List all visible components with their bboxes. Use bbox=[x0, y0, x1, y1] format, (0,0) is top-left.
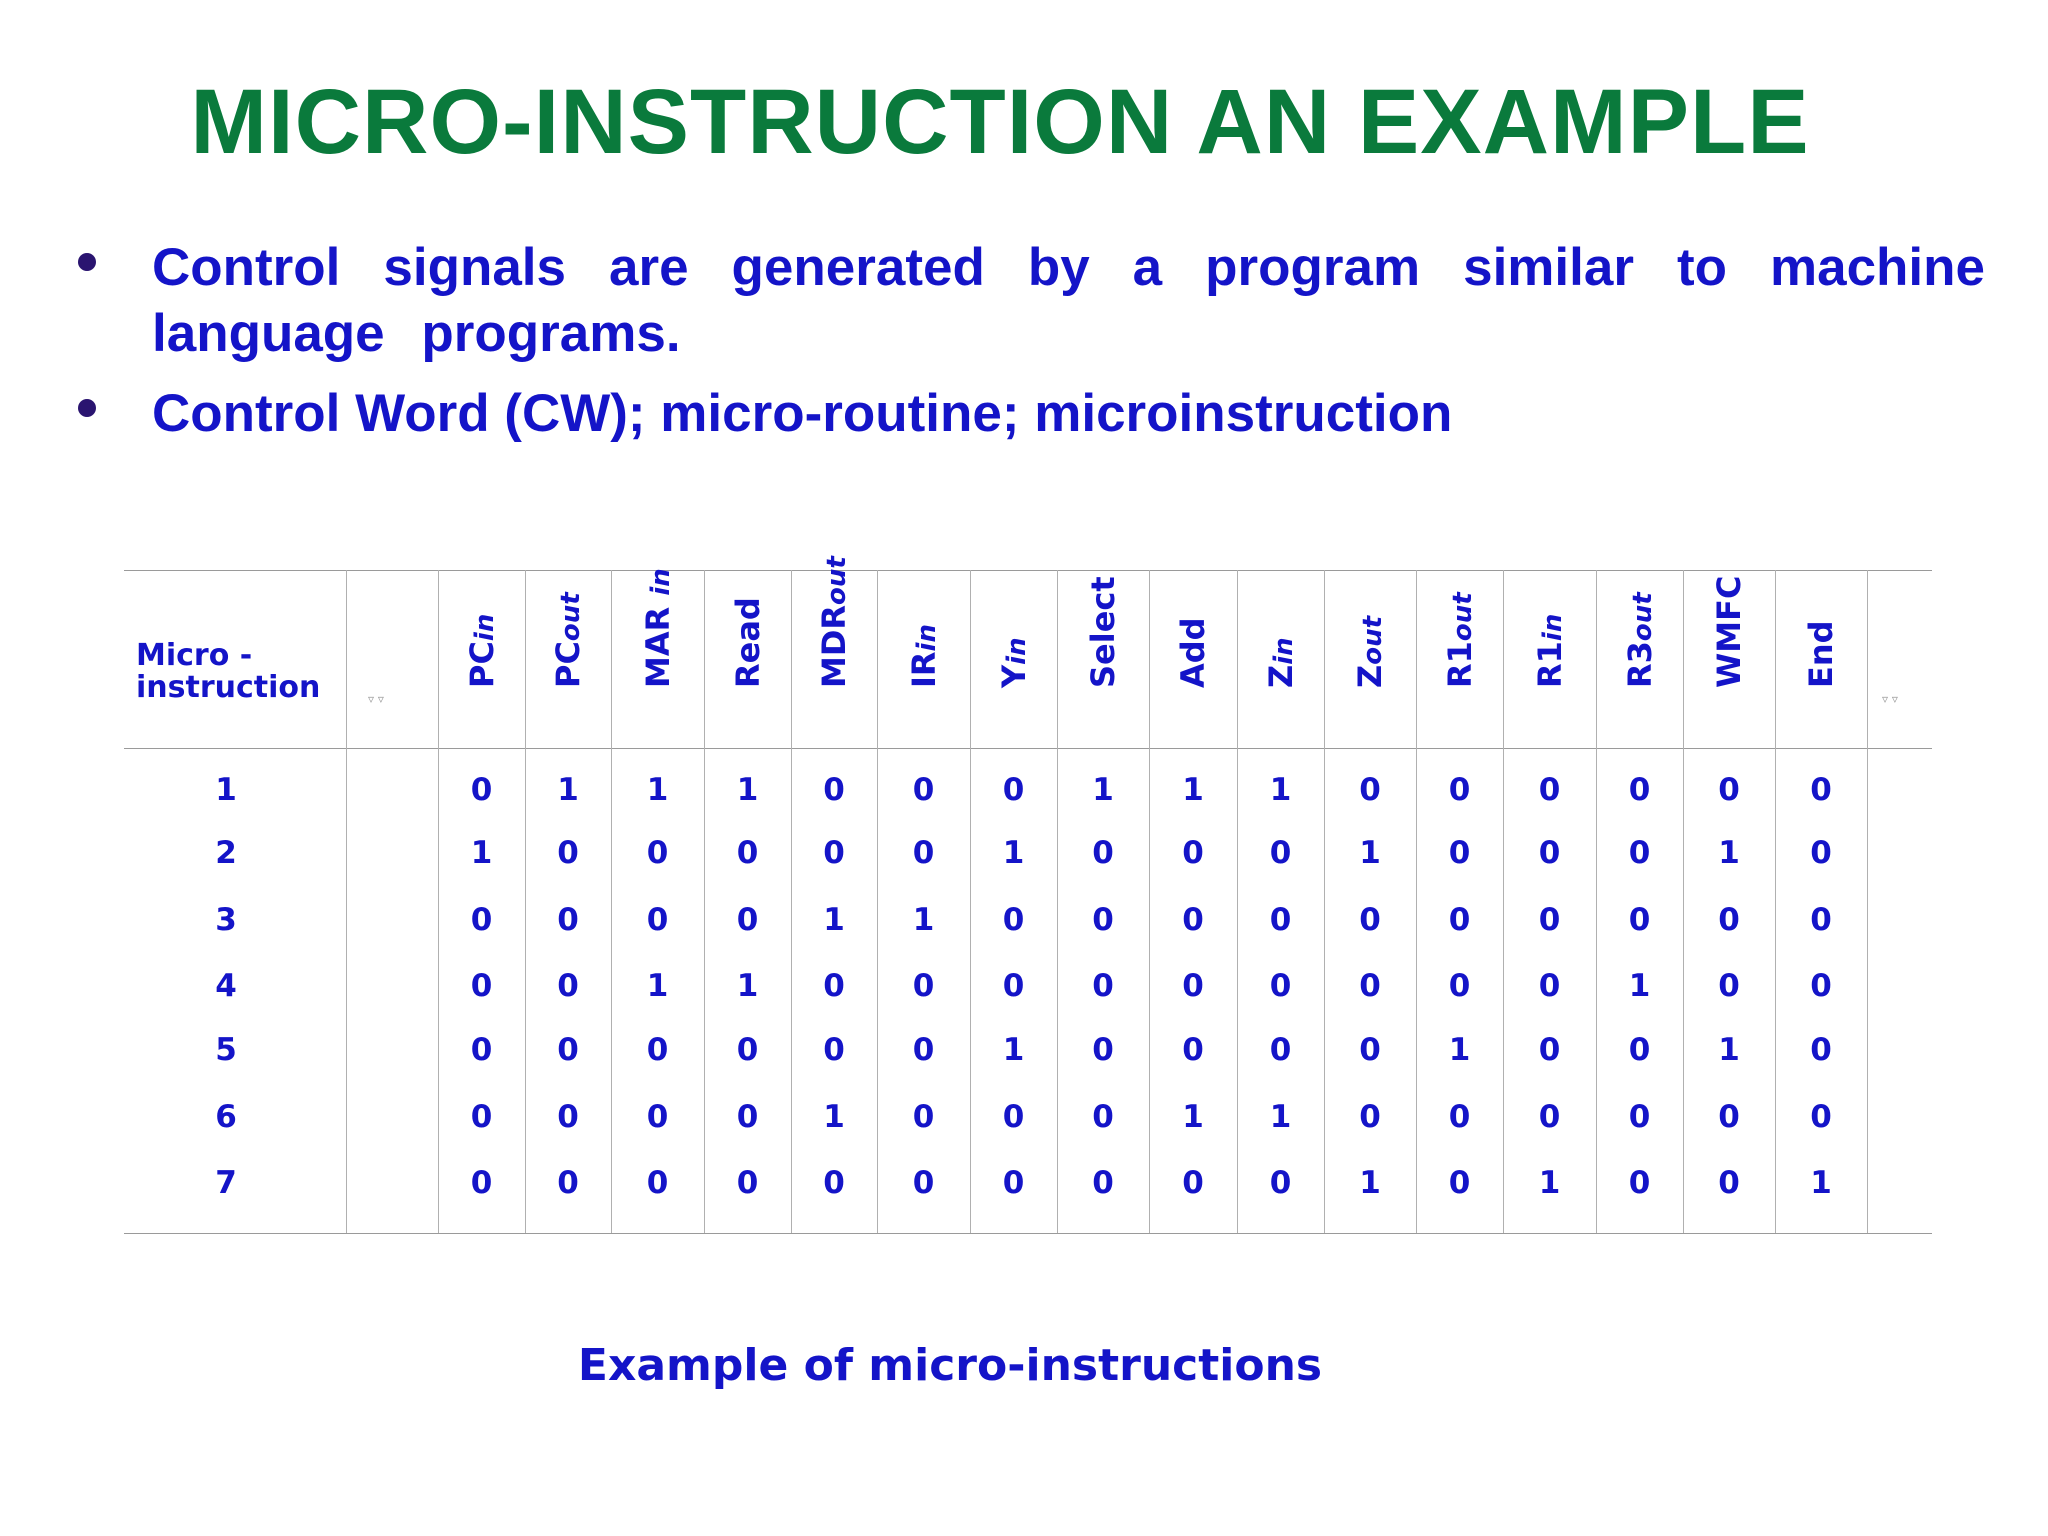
signal-header-label bbox=[1351, 616, 1389, 688]
control-bit: 0 bbox=[1359, 772, 1381, 808]
control-bit: 0 bbox=[1002, 968, 1025, 1004]
control-bit: 1 bbox=[823, 1099, 845, 1135]
control-bit: 0 bbox=[1359, 1099, 1381, 1135]
micro-instruction-table bbox=[124, 556, 1932, 1233]
control-bit: 0 bbox=[1182, 1165, 1204, 1201]
bullet-text: Control Word (CW); micro-routine; microinstruction bbox=[152, 384, 1453, 443]
control-bit: 0 bbox=[470, 902, 493, 938]
control-bit: 0 bbox=[646, 1165, 669, 1201]
control-bit: 0 bbox=[912, 1032, 935, 1068]
control-bit: 0 bbox=[1810, 902, 1832, 938]
signal-header-label bbox=[1174, 617, 1212, 688]
control-bit: 1 bbox=[1092, 772, 1114, 808]
control-bit: 0 bbox=[1448, 902, 1471, 938]
control-bit: 0 bbox=[1269, 1032, 1292, 1068]
control-bit: 0 bbox=[1718, 968, 1740, 1004]
table-rule bbox=[124, 1233, 1932, 1234]
control-bit: 1 bbox=[1359, 1165, 1381, 1201]
signal-header-label bbox=[815, 556, 853, 688]
signal-name: End bbox=[1802, 620, 1840, 688]
control-bit: 0 bbox=[557, 1165, 579, 1201]
control-bit: 1 bbox=[736, 968, 759, 1004]
control-bit: 1 bbox=[1810, 1165, 1832, 1201]
control-bit: 0 bbox=[1182, 968, 1204, 1004]
signal-name: WMFC bbox=[1710, 575, 1748, 688]
bullet-text: Control signals are generated by a program similar to machine language programs. bbox=[152, 238, 1985, 363]
signal-header bbox=[1057, 570, 1149, 748]
control-bit: 0 bbox=[1718, 1165, 1740, 1201]
control-bit: 0 bbox=[1002, 772, 1025, 808]
signal-header bbox=[525, 570, 611, 748]
bullet-icon bbox=[78, 253, 96, 271]
control-bit: 0 bbox=[1538, 902, 1561, 938]
signal-name: Select bbox=[1084, 576, 1122, 688]
control-bit: 0 bbox=[912, 835, 935, 871]
signal-header-label bbox=[549, 592, 587, 688]
control-bit: 1 bbox=[1628, 968, 1651, 1004]
control-bit: 0 bbox=[912, 968, 935, 1004]
signal-header-label bbox=[905, 624, 943, 688]
signal-name: MAR bbox=[638, 595, 677, 688]
control-bit: 0 bbox=[1002, 902, 1025, 938]
control-bit: 0 bbox=[823, 1032, 845, 1068]
signal-name: Read bbox=[728, 597, 767, 688]
control-bit: 0 bbox=[470, 968, 493, 1004]
control-bit: 1 bbox=[1718, 835, 1740, 871]
signal-name: PC bbox=[549, 641, 587, 688]
control-bit: 0 bbox=[823, 772, 845, 808]
control-bit: 0 bbox=[1628, 1099, 1651, 1135]
signal-name: Add bbox=[1174, 617, 1212, 688]
control-bit: 0 bbox=[1718, 1099, 1740, 1135]
signal-header-label bbox=[639, 568, 677, 688]
control-bit: 0 bbox=[1002, 1165, 1025, 1201]
control-bit: 0 bbox=[1810, 1099, 1832, 1135]
control-bit: 1 bbox=[1448, 1032, 1471, 1068]
signal-header-label bbox=[1262, 637, 1300, 688]
row-number: 6 bbox=[215, 1099, 237, 1135]
control-bit: 0 bbox=[470, 772, 493, 808]
control-bit: 0 bbox=[470, 1032, 493, 1068]
control-bit: 0 bbox=[1092, 1032, 1114, 1068]
control-bit: 0 bbox=[1269, 1165, 1292, 1201]
signal-header bbox=[1237, 570, 1324, 748]
control-bit: 0 bbox=[646, 1032, 669, 1068]
blank-column-marker: ▿ ▿ bbox=[1882, 692, 1898, 706]
control-bit: 0 bbox=[646, 902, 669, 938]
control-bit: 0 bbox=[1538, 1032, 1561, 1068]
control-bit: 1 bbox=[1718, 1032, 1740, 1068]
signal-name: MDR bbox=[815, 604, 853, 688]
signal-header bbox=[877, 570, 970, 748]
header-label-line2: instruction bbox=[136, 670, 321, 705]
signal-subscript: in bbox=[911, 624, 942, 652]
signal-subscript: out bbox=[556, 592, 586, 642]
control-bit: 0 bbox=[912, 1099, 935, 1135]
table-caption: Example of micro-instructions bbox=[577, 1340, 1323, 1391]
control-bit: 0 bbox=[1448, 1165, 1471, 1201]
control-bit: 0 bbox=[1182, 902, 1204, 938]
control-bit: 0 bbox=[1628, 835, 1651, 871]
control-bit: 1 bbox=[1002, 835, 1025, 871]
control-bit: 1 bbox=[823, 902, 845, 938]
control-bit: 1 bbox=[1002, 1032, 1025, 1068]
signal-subscript: out bbox=[1358, 615, 1388, 665]
control-bit: 0 bbox=[1718, 902, 1740, 938]
control-bit: 0 bbox=[470, 1165, 493, 1201]
control-bit: 0 bbox=[557, 968, 579, 1004]
table-column-divider bbox=[1867, 570, 1868, 1233]
control-bit: 1 bbox=[646, 772, 669, 808]
control-bit: 0 bbox=[646, 835, 669, 871]
control-bit: 0 bbox=[1092, 968, 1114, 1004]
signal-header bbox=[791, 556, 877, 748]
control-bit: 0 bbox=[1359, 902, 1381, 938]
control-bit: 1 bbox=[1538, 1165, 1561, 1201]
control-bit: 0 bbox=[470, 1099, 493, 1135]
control-bit: 0 bbox=[1269, 968, 1292, 1004]
control-bit: 0 bbox=[1810, 1032, 1832, 1068]
table-rule bbox=[124, 748, 1932, 749]
signal-header bbox=[1324, 570, 1416, 748]
signal-subscript: in bbox=[1001, 637, 1032, 665]
signal-subscript: out bbox=[1627, 592, 1658, 642]
bullet-list bbox=[70, 235, 1985, 461]
control-bit: 0 bbox=[736, 835, 759, 871]
signal-header bbox=[970, 570, 1057, 748]
control-bit: 0 bbox=[1628, 772, 1651, 808]
control-bit: 0 bbox=[1718, 772, 1740, 808]
control-bit: 1 bbox=[1182, 772, 1204, 808]
signal-name: R1 bbox=[1530, 641, 1569, 688]
table-column-divider bbox=[346, 570, 347, 1233]
control-bit: 0 bbox=[1092, 1099, 1114, 1135]
control-bit: 0 bbox=[1448, 835, 1471, 871]
signal-subscript: in bbox=[1268, 637, 1299, 665]
control-bit: 0 bbox=[912, 1165, 935, 1201]
control-bit: 0 bbox=[1002, 1099, 1025, 1135]
control-bit: 0 bbox=[823, 968, 845, 1004]
signal-header-label bbox=[1531, 614, 1569, 688]
control-bit: 1 bbox=[1182, 1099, 1204, 1135]
bullet-item bbox=[70, 381, 1985, 447]
signal-header bbox=[1775, 570, 1867, 748]
control-bit: 0 bbox=[646, 1099, 669, 1135]
control-bit: 0 bbox=[1810, 968, 1832, 1004]
control-bit: 0 bbox=[736, 1165, 759, 1201]
signal-header-label bbox=[1441, 592, 1479, 688]
control-bit: 1 bbox=[470, 835, 493, 871]
slide-title: MICRO-INSTRUCTION AN EXAMPLE bbox=[190, 71, 1810, 173]
control-bit: 0 bbox=[557, 1032, 579, 1068]
control-bit: 0 bbox=[1092, 902, 1114, 938]
control-bit: 0 bbox=[557, 902, 579, 938]
control-bit: 1 bbox=[736, 772, 759, 808]
control-bit: 0 bbox=[823, 835, 845, 871]
control-bit: 0 bbox=[1810, 835, 1832, 871]
control-bit: 0 bbox=[823, 1165, 845, 1201]
control-bit: 0 bbox=[736, 902, 759, 938]
row-number: 2 bbox=[215, 835, 237, 871]
header-micro-instruction bbox=[136, 640, 320, 704]
signal-header-label bbox=[995, 637, 1033, 688]
control-bit: 0 bbox=[912, 772, 935, 808]
control-bit: 0 bbox=[1092, 1165, 1114, 1201]
control-bit: 1 bbox=[646, 968, 669, 1004]
signal-header bbox=[704, 570, 791, 748]
signal-header bbox=[1503, 570, 1596, 748]
control-bit: 1 bbox=[1269, 772, 1292, 808]
control-bit: 0 bbox=[1538, 772, 1561, 808]
signal-header bbox=[438, 570, 525, 748]
blank-column-marker: ▿ ▿ bbox=[368, 692, 384, 706]
control-bit: 0 bbox=[1628, 1032, 1651, 1068]
row-number: 5 bbox=[215, 1032, 237, 1068]
signal-subscript: in bbox=[645, 568, 676, 596]
control-bit: 0 bbox=[736, 1032, 759, 1068]
signal-header bbox=[611, 570, 704, 748]
control-bit: 1 bbox=[912, 902, 935, 938]
row-number: 7 bbox=[215, 1165, 237, 1201]
control-bit: 0 bbox=[557, 835, 579, 871]
signal-header bbox=[1149, 570, 1237, 748]
control-bit: 0 bbox=[1448, 1099, 1471, 1135]
control-bit: 0 bbox=[1628, 902, 1651, 938]
control-bit: 1 bbox=[1359, 835, 1381, 871]
signal-name: R1 bbox=[1440, 641, 1479, 688]
row-number: 4 bbox=[215, 968, 237, 1004]
signal-name: IR bbox=[904, 651, 943, 688]
control-bit: 0 bbox=[1359, 968, 1381, 1004]
control-bit: 0 bbox=[1182, 835, 1204, 871]
control-bit: 0 bbox=[736, 1099, 759, 1135]
bullet-icon bbox=[78, 399, 96, 417]
signal-header-label bbox=[463, 614, 501, 688]
signal-header bbox=[1683, 570, 1775, 748]
signal-subscript: out bbox=[822, 556, 852, 605]
row-number: 3 bbox=[215, 902, 237, 938]
signal-name: R3 bbox=[1620, 641, 1659, 688]
control-bit: 0 bbox=[1448, 772, 1471, 808]
signal-name: Z bbox=[1351, 664, 1389, 688]
control-bit: 0 bbox=[1092, 835, 1114, 871]
signal-header bbox=[1596, 570, 1683, 748]
signal-header-label bbox=[1621, 592, 1659, 688]
control-bit: 0 bbox=[1538, 835, 1561, 871]
control-bit: 1 bbox=[1269, 1099, 1292, 1135]
signal-header-label bbox=[1710, 576, 1748, 688]
control-bit: 0 bbox=[1269, 902, 1292, 938]
control-bit: 0 bbox=[1538, 1099, 1561, 1135]
control-bit: 0 bbox=[1448, 968, 1471, 1004]
row-number: 1 bbox=[215, 772, 237, 808]
control-bit: 0 bbox=[557, 1099, 579, 1135]
signal-header bbox=[1416, 570, 1503, 748]
signal-name: Y bbox=[994, 664, 1033, 688]
control-bit: 0 bbox=[1269, 835, 1292, 871]
control-bit: 0 bbox=[1359, 1032, 1381, 1068]
signal-header-label bbox=[1802, 620, 1840, 688]
signal-header-label bbox=[729, 597, 767, 688]
control-bit: 0 bbox=[1810, 772, 1832, 808]
bullet-item bbox=[70, 235, 1985, 367]
signal-name: PC bbox=[462, 641, 501, 688]
signal-header-label bbox=[1084, 576, 1122, 688]
signal-subscript: in bbox=[1537, 613, 1568, 642]
control-bit: 0 bbox=[1182, 1032, 1204, 1068]
signal-subscript: out bbox=[1447, 592, 1478, 642]
signal-name: Z bbox=[1261, 664, 1300, 688]
control-bit: 1 bbox=[557, 772, 579, 808]
header-label-line1: Micro - bbox=[136, 638, 253, 673]
control-bit: 0 bbox=[1538, 968, 1561, 1004]
control-bit: 0 bbox=[1628, 1165, 1651, 1201]
signal-subscript: in bbox=[469, 613, 500, 642]
